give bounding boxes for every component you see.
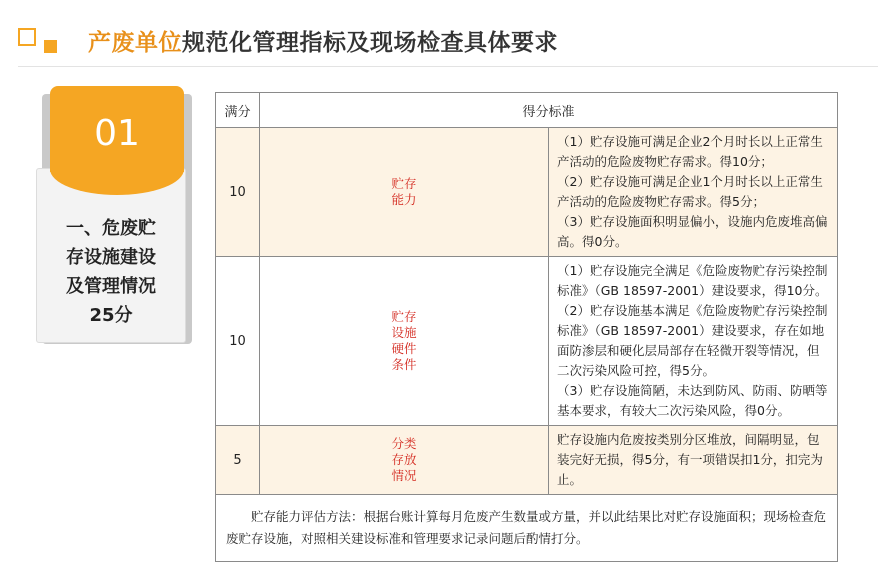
table-row	[216, 426, 838, 495]
page-title	[88, 24, 558, 57]
row-criteria	[549, 128, 838, 257]
criteria-item: （3）贮存设施面积明显偏小，设施内危废堆高偏高。得0分。	[557, 214, 828, 249]
row-category: 贮存 能力	[260, 128, 549, 257]
section-title-line: 存设施建设	[66, 247, 156, 268]
page-title-highlight: 产废单位	[88, 30, 182, 56]
table-row	[216, 128, 838, 257]
row-score: 5	[216, 426, 260, 495]
table-header-row	[216, 93, 838, 128]
row-category: 贮存 设施 硬件 条件	[260, 257, 549, 426]
section-title-line: 及管理情况	[66, 276, 156, 297]
section-number-badge	[50, 86, 184, 172]
criteria-item: 贮存设施内危废按类别分区堆放，间隔明显，包装完好无损，得5分，有一项错误扣1分，扣完为止。	[557, 432, 823, 487]
header-square-filled	[44, 40, 57, 53]
section-title-line: 一、危废贮	[66, 218, 156, 239]
row-category: 分类 存放 情况	[260, 426, 549, 495]
row-criteria	[549, 257, 838, 426]
header-divider	[18, 66, 878, 67]
criteria-item: （3）贮存设施简陋，未达到防风、防雨、防晒等基本要求，有较大二次污染风险，得0分。	[557, 383, 828, 418]
section-title	[36, 214, 186, 330]
row-score: 10	[216, 257, 260, 426]
criteria-item: （2）贮存设施基本满足《危险废物贮存污染控制标准》（GB 18597-2001）建设要求，存在如地面防渗层和硬化层局部存在轻微开裂等情况，但二次污染风险可控，得5分。	[557, 303, 828, 378]
header-square-outline	[18, 28, 36, 46]
row-score: 10	[216, 128, 260, 257]
header-score: 满分	[216, 93, 260, 128]
criteria-item: （1）贮存设施可满足企业2个月时长以上正常生产活动的危险废物贮存需求。得10分；	[557, 134, 823, 169]
criteria-item: （1）贮存设施完全满足《危险废物贮存污染控制标准》（GB 18597-2001）建设要求，得10分。	[557, 263, 828, 298]
table-row	[216, 257, 838, 426]
header-criteria: 得分标准	[260, 93, 838, 128]
table-note: 贮存能力评估方法：根据台账计算每月危废产生数量或方量，并以此结果比对贮存设施面积；现场检查危废贮存设施，对照相关建设标准和管理要求记录问题后酌情打分。	[216, 495, 838, 562]
section-badge-bottom	[50, 170, 184, 196]
table-note-row	[216, 495, 838, 562]
page-title-rest: 规范化管理指标及现场检查具体要求	[182, 30, 558, 56]
section-score: 25分	[89, 305, 133, 326]
criteria-table	[215, 92, 838, 562]
criteria-item: （2）贮存设施可满足企业1个月时长以上正常生产活动的危险废物贮存需求。得5分；	[557, 174, 823, 209]
section-number: 01	[94, 112, 140, 154]
row-criteria	[549, 426, 838, 495]
